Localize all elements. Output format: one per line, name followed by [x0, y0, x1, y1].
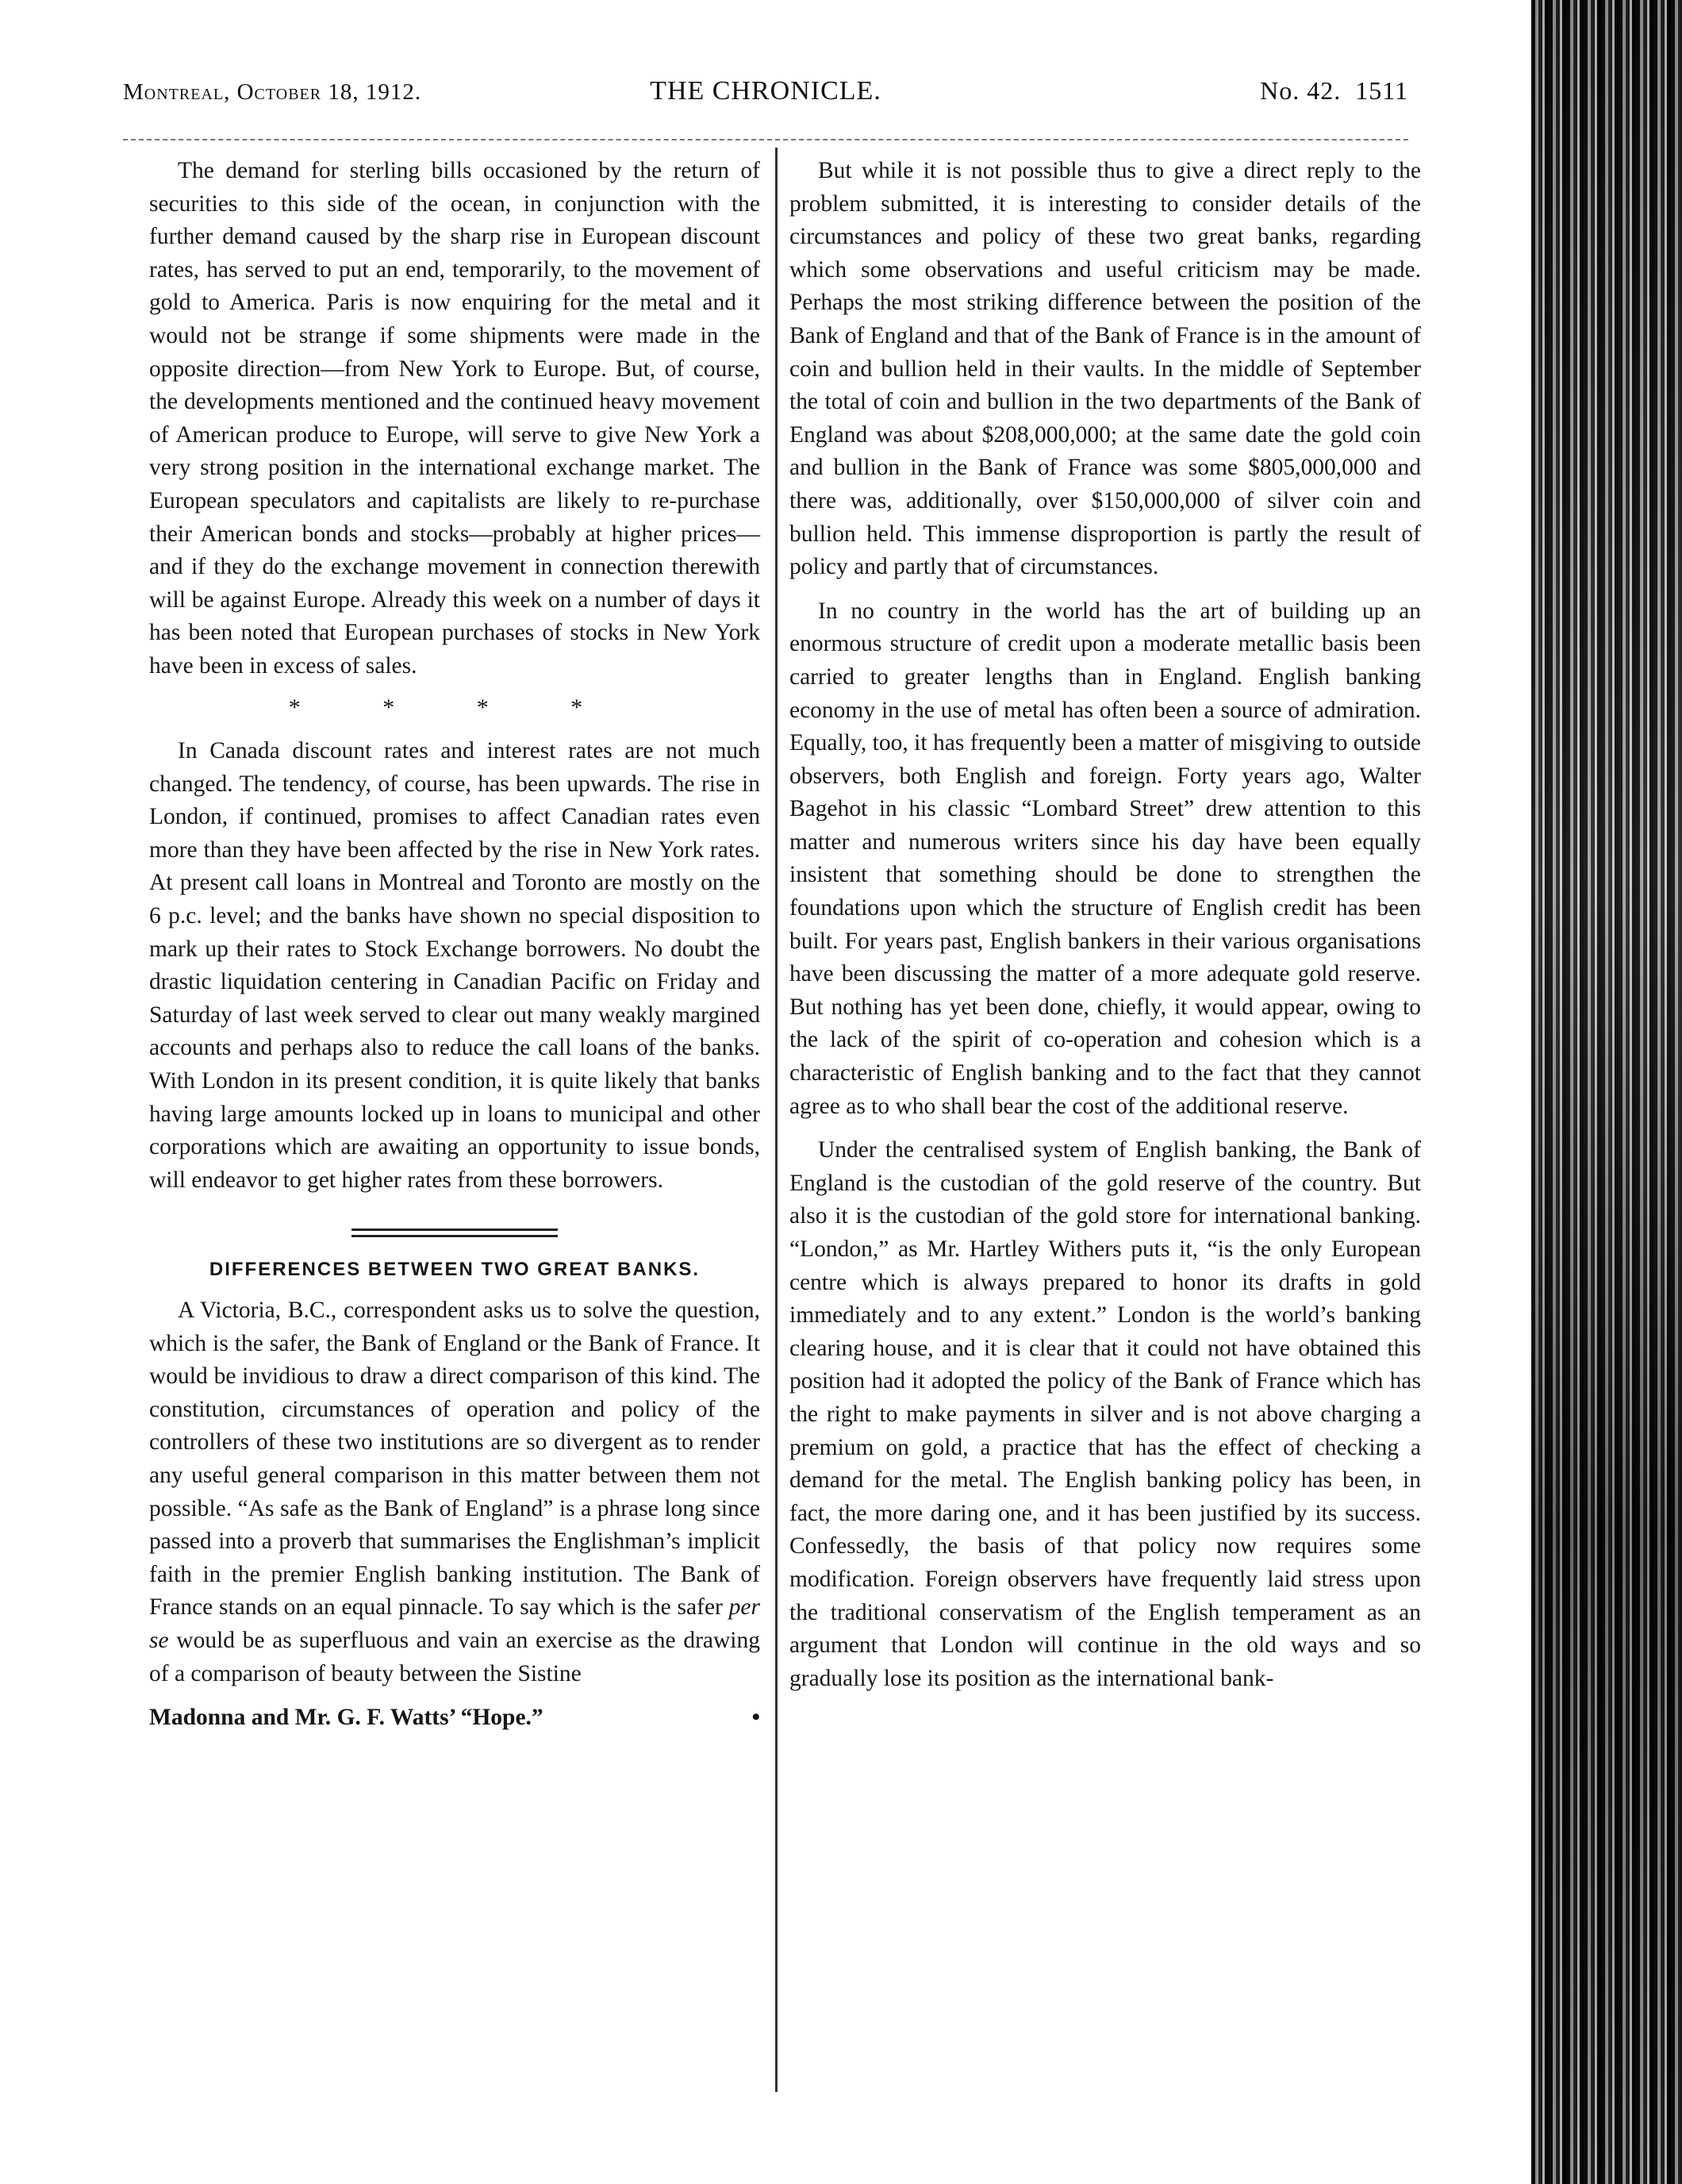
article-paragraph: Under the centralised system of English banking, the Bank of England is the custodian of the gold reserve of the country. But also it is the custodian of the gold store for international banking. “London,” as Mr. Hartley Withers puts it, “is the only European centre which is always prepared to honor its drafts in gold immediately and to any extent.” London is the world’s banking clearing house, and it is clear that it could not have obtained this position had it adopted the policy of the Bank of France which has the right to make payments in silver and is not above charging a premium on gold, a practice that has the effect of checking a demand for the metal. The English banking policy has been, in fact, the more daring one, and it has been justified by its success. Confessedly, the basis of that policy now requires some modification. Foreign observers have frequently laid stress upon the traditional conservatism of the English temperament as an argument that London will continue in the old ways and so gradually lose its position as the international bank- — [789, 1137, 1421, 1691]
paragraph-text: would be as superfluous and vain an exercise as the drawing of a comparison of beauty between the Sistine — [149, 1627, 761, 1686]
left-column — [149, 155, 760, 1735]
article-paragraph — [149, 1294, 760, 1690]
end-mark: • — [751, 1705, 760, 1731]
article-last-line — [149, 1701, 760, 1735]
publication-title: THE CHRONICLE. — [650, 76, 881, 106]
paragraph-text: A Victoria, B.C., correspondent asks us to solve the question, which is the safer, the Bank of England or the Bank of France. It would be invidious to draw a direct comparison of this kind. The constitution, circumstances of operation and policy of the controllers of these two institutions are so divergent as to render any useful general comparison in this matter between them not possible. “As safe as the Bank of England” is a phrase long since passed into a proverb that summarises the Englishman’s implicit faith in the premier English banking institution. The Bank of France stands on an equal pinnacle. To say which is the safer — [149, 1298, 760, 1621]
issue-number: No. 42. — [1260, 76, 1342, 105]
dateline: Montreal, October 18, 1912. — [123, 79, 422, 105]
header-rule — [123, 139, 1408, 140]
heading-rule — [351, 1228, 558, 1237]
article-paragraph: But while it is not possible thus to give a direct reply to the problem submitted, it is interesting to consider details of the circumstances and policy of these two great banks, regarding which some observations and useful criticism may be made. Perhaps the most striking difference between the position of the Bank of England and that of the Bank of France is in the amount of coin and bullion held in their vaults. In the middle of September the total of coin and bullion in the two departments of the Bank of England was about $208,000,000; at the same date the gold coin and bullion in the Bank of France was some $805,000,000 and there was, additionally, over $150,000,000 of silver coin and bullion held. This immense disproportion is partly the result of policy and partly that of circumstances. — [789, 158, 1421, 580]
page-header — [123, 70, 1408, 117]
article-paragraph: In no country in the world has the art of building up an enormous structure of credit upon a moderate metallic basis been carried to greater lengths than in England. English banking economy in the use of metal has often been a source of admiration. Equally, too, it has frequently been a matter of misgiving to outside observers, both English and foreign. Forty years ago, Walter Bagehot in his classic “Lombard Street” drew attention to this matter and numerous writers since his day have been equally insistent that something should be done to strengthen the foundations upon which the structure of English credit has been built. For years past, English bankers in their various organisations have been discussing the matter of a more adequate gold reserve. But nothing has yet been done, chiefly, it would appear, owing to the lack of the spirit of co-operation and cohesion which is a characteristic of English banking and to the fact that they cannot agree as to who shall bear the cost of the additional reserve. — [789, 598, 1421, 1119]
article-paragraph: The demand for sterling bills occasioned by the return of securities to this side of the ocean, in conjunction with the further demand caused by the sharp rise in European discount rates, has served to put an end, temporarily, to the movement of gold to America. Paris is now enquiring for the metal and it would not be strange if some shipments were made in the opposite direction—from New York to Europe. But, of course, the developments mentioned and the continued heavy movement of American produce to Europe, will serve to give New York a very strong position in the international exchange market. The European speculators and capitalists are likely to re-purchase their American bonds and stocks—probably at higher prices—and if they do the exchange movement in connection therewith will be against Europe. Already this week on a number of days it has been noted that European purchases of stocks in New York have been in excess of sales. — [149, 158, 760, 679]
column-divider — [775, 148, 778, 2092]
issue-and-page — [1260, 76, 1408, 106]
spacer — [149, 1197, 760, 1228]
book-edge-shading — [1531, 0, 1682, 2184]
paragraph-text: Madonna and Mr. G. F. Watts’ “Hope.” — [149, 1705, 543, 1731]
article-paragraph: In Canada discount rates and interest rates are not much changed. The tendency, of course, has been upwards. The rise in London, if continued, promises to affect Canadian rates even more than they have been affected by the rise in New York rates. At present call loans in Montreal and Toronto are mostly on the 6 p.c. level; and the banks have shown no special disposition to mark up their rates to Stock Exchange borrowers. No doubt the drastic liquidation centering in Canadian Pacific on Friday and Saturday of last week served to clear out many weakly margined accounts and perhaps also to reduce the call loans of the banks. With London in its present condition, it is quite likely that banks having large amounts locked up in loans to municipal and other corporations which are awaiting an opportunity to issue bonds, will endeavor to get higher rates from these borrowers. — [149, 738, 760, 1193]
page-number: 1511 — [1355, 76, 1408, 105]
italic-phrase: per se — [149, 1594, 760, 1653]
right-column — [789, 155, 1421, 1695]
section-separator: * * * * — [288, 694, 621, 721]
article-heading: DIFFERENCES BETWEEN TWO GREAT BANKS. — [209, 1259, 701, 1281]
